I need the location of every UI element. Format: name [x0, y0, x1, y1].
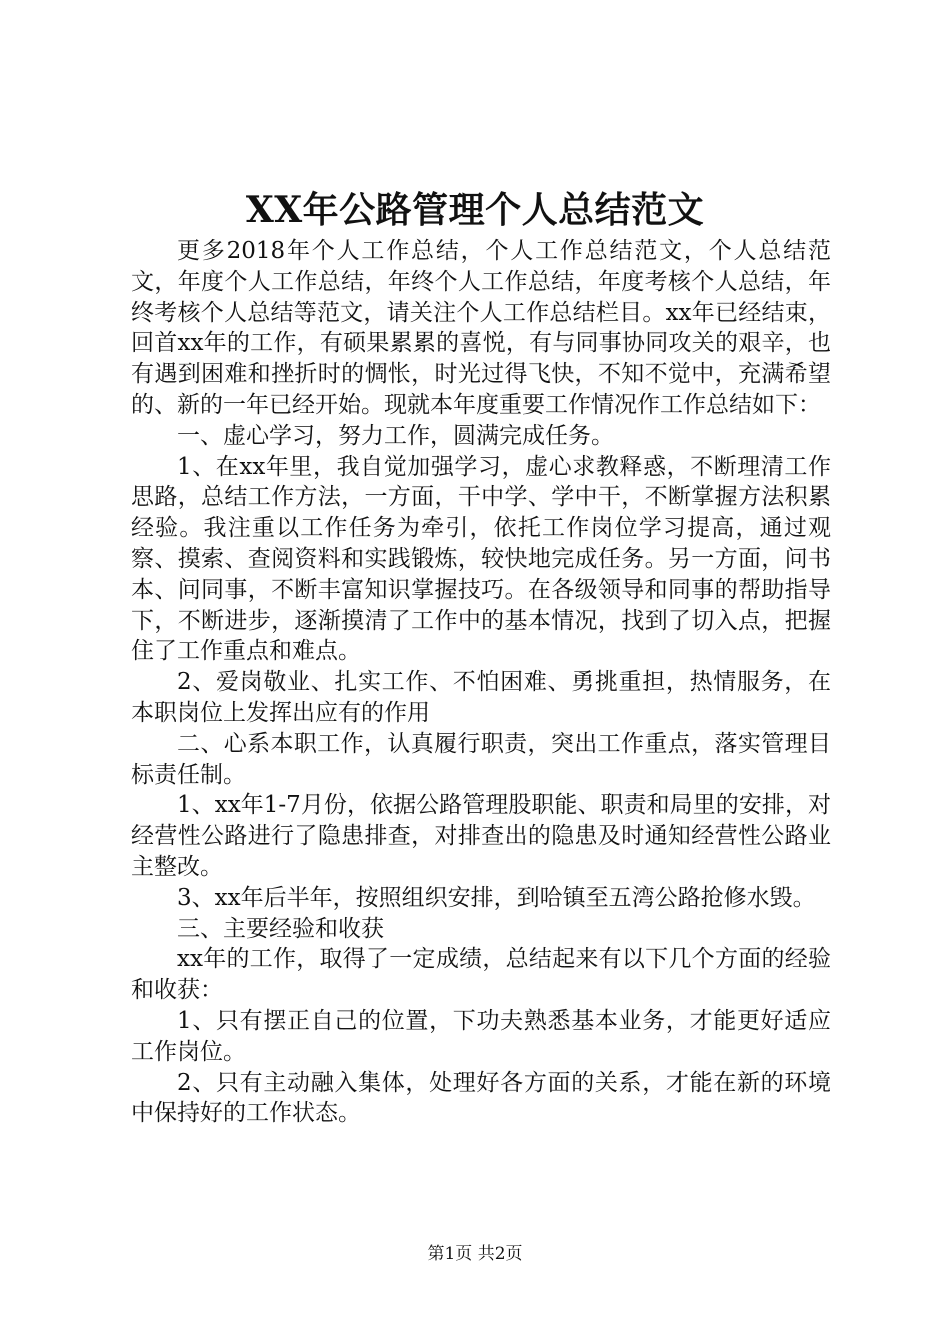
section-heading-3: 三、主要经验和收获	[177, 915, 384, 942]
paragraph-3-1: 1、只有摆正自己的位置，下功夫熟悉基本业务，才能更好适应工作岗位。	[131, 1007, 831, 1065]
paragraph-2-1: 1、xx年1-7月份，依据公路管理股职能、职责和局里的安排，对经营性公路进行了隐患排查，对排查出的隐患及时通知经营性公路业主整改。	[131, 792, 831, 880]
paragraph-1-2: 2、爱岗敬业、扎实工作、不怕困难、勇挑重担，热情服务，在本职岗位上发挥出应有的作用	[131, 669, 831, 726]
paragraph-1-1: 1、在xx年里，我自觉加强学习，虚心求教释惑，不断理清工作思路，总结工作方法，一方面，干中学、学中干，不断掌握方法积累经验。我注重以工作任务为牵引，依托工作岗位学习提高，通过观察、摸索、查阅资料和实践锻炼，较快地完成任务。另一方面，问书本、问同事，不断丰富知识掌握技巧。在各级领导和同事的帮助指导下，不断进步，逐渐摸清了工作中的基本情况，找到了切入点，把握住了工作重点和难点。	[131, 453, 831, 665]
document-body	[131, 236, 831, 1129]
section-heading-2: 二、心系本职工作，认真履行职责，突出工作重点，落实管理目标责任制。	[131, 730, 831, 788]
document-title: XX年公路管理个人总结范文	[245, 189, 705, 231]
paragraph-3-intro: xx年的工作，取得了一定成绩，总结起来有以下几个方面的经验和收获：	[131, 946, 831, 1004]
page-number-footer: 第1页 共2页	[427, 1244, 523, 1264]
paragraph-3-2: 2、只有主动融入集体，处理好各方面的关系，才能在新的环境中保持好的工作状态。	[131, 1069, 831, 1127]
paragraph-intro: 更多2018年个人工作总结，个人工作总结范文，个人总结范文，年度个人工作总结，年终个人工作总结，年度考核个人总结，年终考核个人总结等范文，请关注个人工作总结栏目。xx年已经结束，回首xx年的工作，有硕果累累的喜悦，有与同事协同攻关的艰辛，也有遇到困难和挫折时的惆怅，时光过得飞快，不知不觉中，充满希望的、新的一年已经开始。现就本年度重要工作情况作工作总结如下：	[131, 238, 831, 418]
section-heading-1: 一、虚心学习，努力工作，圆满完成任务。	[177, 422, 614, 449]
paragraph-2-3: 3、xx年后半年，按照组织安排，到哈镇至五湾公路抢修水毁。	[177, 884, 816, 911]
